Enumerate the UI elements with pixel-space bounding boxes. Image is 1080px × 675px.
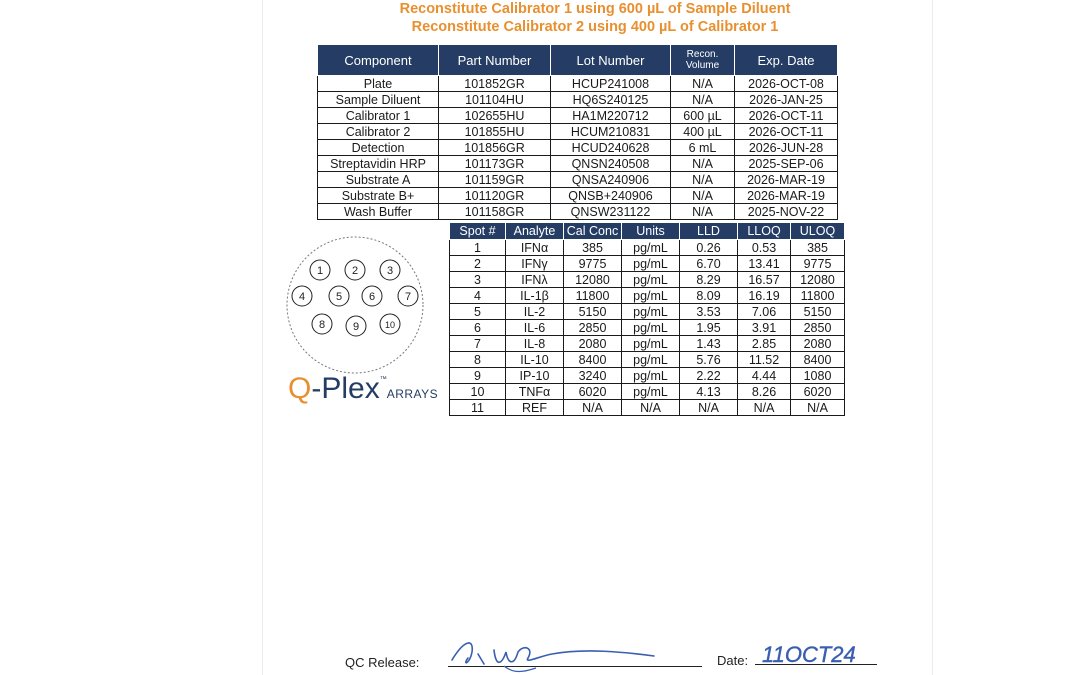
component-cell: 101856GR	[439, 140, 551, 156]
spot-cell: 5150	[791, 304, 845, 320]
component-col-header: Exp. Date	[735, 45, 838, 76]
component-cell: HCUP241008	[551, 76, 671, 92]
component-row	[318, 204, 838, 220]
spot-cell: 4.13	[680, 384, 738, 400]
spot-cell: 11.52	[738, 352, 791, 368]
qplex-arrays-logo: Q-Plex™ARRAYS	[288, 372, 439, 405]
spot-cell: N/A	[738, 400, 791, 416]
component-row	[318, 92, 838, 108]
spot-cell: 0.26	[680, 240, 738, 256]
spot-cell: 5	[450, 304, 506, 320]
spot-number-label: 3	[386, 265, 394, 277]
spot-cell: N/A	[791, 400, 845, 416]
spot-cell: 5.76	[680, 352, 738, 368]
component-cell: 6 mL	[671, 140, 735, 156]
component-cell: 2026-MAR-19	[735, 172, 838, 188]
spot-cell: 6020	[791, 384, 845, 400]
spot-cell: N/A	[622, 400, 680, 416]
spot-cell: IL-1β	[506, 288, 564, 304]
component-table	[317, 44, 838, 220]
component-col-header: Recon. Volume	[671, 45, 735, 76]
component-cell: Calibrator 1	[318, 108, 439, 124]
spot-cell: 4.44	[738, 368, 791, 384]
svg-text:11OCT24: 11OCT24	[762, 642, 856, 667]
component-cell: 2026-OCT-08	[735, 76, 838, 92]
spot-cell: 4	[450, 288, 506, 304]
spot-row	[450, 352, 845, 368]
component-col-header: Component	[318, 45, 439, 76]
spot-cell: 1.95	[680, 320, 738, 336]
component-cell: 2025-NOV-22	[735, 204, 838, 220]
component-cell: HCUD240628	[551, 140, 671, 156]
spot-cell: 10	[450, 384, 506, 400]
spot-cell: 0.53	[738, 240, 791, 256]
spot-col-header: Analyte	[506, 223, 564, 240]
spot-cell: 12080	[791, 272, 845, 288]
spot-cell: IFNγ	[506, 256, 564, 272]
handwritten-signature	[444, 630, 684, 675]
component-cell: 2026-JUN-28	[735, 140, 838, 156]
spot-cell: 16.57	[738, 272, 791, 288]
spot-cell: 1080	[791, 368, 845, 384]
spot-cell: 2.85	[738, 336, 791, 352]
spot-number-label: 1	[316, 265, 324, 277]
spot-cell: N/A	[564, 400, 622, 416]
spot-cell: 11800	[564, 288, 622, 304]
spot-cell: 385	[791, 240, 845, 256]
component-cell: 101173GR	[439, 156, 551, 172]
component-cell: 102655HU	[439, 108, 551, 124]
date-label: Date:	[717, 653, 749, 668]
component-col-header: Lot Number	[551, 45, 671, 76]
spot-cell: 8400	[791, 352, 845, 368]
component-cell: N/A	[671, 92, 735, 108]
spot-cell: IL-8	[506, 336, 564, 352]
component-row	[318, 124, 838, 140]
component-row	[318, 76, 838, 92]
analyte-spot-table	[449, 222, 845, 416]
spot-cell: pg/mL	[622, 272, 680, 288]
spot-cell: IFNα	[506, 240, 564, 256]
component-cell: 101120GR	[439, 188, 551, 204]
spot-cell: 11	[450, 400, 506, 416]
spot-cell: 3	[450, 272, 506, 288]
handwritten-date	[760, 638, 870, 668]
spot-cell: 9775	[564, 256, 622, 272]
component-row	[318, 140, 838, 156]
spot-number-label: 6	[368, 291, 376, 303]
component-cell: 101159GR	[439, 172, 551, 188]
spot-cell: TNFα	[506, 384, 564, 400]
spot-number-label: 5	[335, 291, 343, 303]
component-cell: N/A	[671, 76, 735, 92]
component-cell: Detection	[318, 140, 439, 156]
spot-number-label: 4	[298, 291, 306, 303]
component-col-header: Part Number	[439, 45, 551, 76]
spot-col-header: LLD	[680, 223, 738, 240]
component-cell: 2026-OCT-11	[735, 124, 838, 140]
spot-cell: pg/mL	[622, 352, 680, 368]
spot-col-header: ULOQ	[791, 223, 845, 240]
spot-row	[450, 272, 845, 288]
spot-row	[450, 304, 845, 320]
spot-row	[450, 336, 845, 352]
spot-cell: 8400	[564, 352, 622, 368]
component-cell: Calibrator 2	[318, 124, 439, 140]
instruction-line-1: Reconstitute Calibrator 1 using 600 µL of Sample Diluent	[399, 1, 791, 17]
spot-cell: 7	[450, 336, 506, 352]
component-cell: N/A	[671, 172, 735, 188]
spot-cell: 6020	[564, 384, 622, 400]
spot-row	[450, 320, 845, 336]
component-table-header	[318, 45, 838, 76]
component-cell: N/A	[671, 204, 735, 220]
spot-number-label: 2	[351, 265, 359, 277]
component-cell: 2026-MAR-19	[735, 188, 838, 204]
component-cell: 101158GR	[439, 204, 551, 220]
spot-row	[450, 240, 845, 256]
spot-number-label: 8	[318, 319, 326, 331]
component-cell: Substrate A	[318, 172, 439, 188]
spot-cell: REF	[506, 400, 564, 416]
spot-cell: N/A	[680, 400, 738, 416]
spot-cell: pg/mL	[622, 384, 680, 400]
component-cell: N/A	[671, 156, 735, 172]
spot-col-header: LLOQ	[738, 223, 791, 240]
spot-cell: pg/mL	[622, 240, 680, 256]
spot-cell: 6.70	[680, 256, 738, 272]
component-cell: HQ6S240125	[551, 92, 671, 108]
spot-cell: 8.09	[680, 288, 738, 304]
spot-row	[450, 288, 845, 304]
component-cell: Streptavidin HRP	[318, 156, 439, 172]
spot-cell: 8	[450, 352, 506, 368]
component-cell: 2026-JAN-25	[735, 92, 838, 108]
spot-table-header	[450, 223, 845, 240]
spot-cell: 8.26	[738, 384, 791, 400]
spot-cell: 11800	[791, 288, 845, 304]
component-cell: 101852GR	[439, 76, 551, 92]
component-cell: Substrate B+	[318, 188, 439, 204]
component-cell: QNSN240508	[551, 156, 671, 172]
spot-number-label: 9	[352, 321, 360, 333]
spot-cell: IL-2	[506, 304, 564, 320]
spot-cell: 6	[450, 320, 506, 336]
spot-cell: 16.19	[738, 288, 791, 304]
spot-cell: IP-10	[506, 368, 564, 384]
component-cell: QNSW231122	[551, 204, 671, 220]
component-cell: HCUM210831	[551, 124, 671, 140]
component-cell: 400 µL	[671, 124, 735, 140]
component-row	[318, 188, 838, 204]
spot-cell: 3.53	[680, 304, 738, 320]
spot-number-label: 10	[384, 320, 396, 330]
spot-cell: pg/mL	[622, 368, 680, 384]
component-cell: 101104HU	[439, 92, 551, 108]
spot-number-label: 7	[404, 291, 412, 303]
spot-cell: 9	[450, 368, 506, 384]
spot-col-header: Cal Conc	[564, 223, 622, 240]
instruction-line-2: Reconstitute Calibrator 2 using 400 µL of Calibrator 1	[411, 19, 779, 35]
component-cell: QNSB+240906	[551, 188, 671, 204]
spot-cell: 2850	[564, 320, 622, 336]
spot-row	[450, 368, 845, 384]
spot-cell: IFNλ	[506, 272, 564, 288]
spot-row	[450, 256, 845, 272]
spot-col-header: Units	[622, 223, 680, 240]
spot-cell: pg/mL	[622, 336, 680, 352]
component-cell: Plate	[318, 76, 439, 92]
spot-cell: 3240	[564, 368, 622, 384]
spot-cell: 7.06	[738, 304, 791, 320]
spot-cell: 2.22	[680, 368, 738, 384]
spot-cell: 13.41	[738, 256, 791, 272]
component-cell: HA1M220712	[551, 108, 671, 124]
spot-cell: 9775	[791, 256, 845, 272]
component-cell: QNSA240906	[551, 172, 671, 188]
component-cell: Wash Buffer	[318, 204, 439, 220]
spot-cell: 3.91	[738, 320, 791, 336]
well-spot-diagram	[284, 234, 426, 376]
spot-cell: IL-10	[506, 352, 564, 368]
component-cell: 101855HU	[439, 124, 551, 140]
instructions-header	[300, 0, 890, 36]
component-cell: N/A	[671, 188, 735, 204]
component-row	[318, 156, 838, 172]
spot-cell: 2080	[791, 336, 845, 352]
spot-cell: IL-6	[506, 320, 564, 336]
spot-cell: pg/mL	[622, 288, 680, 304]
spot-cell: pg/mL	[622, 256, 680, 272]
component-cell: 2025-SEP-06	[735, 156, 838, 172]
spot-row	[450, 400, 845, 416]
component-row	[318, 172, 838, 188]
spot-cell: 12080	[564, 272, 622, 288]
spot-row	[450, 384, 845, 400]
qc-release-label: QC Release:	[345, 655, 420, 670]
spot-cell: 1.43	[680, 336, 738, 352]
spot-cell: 2	[450, 256, 506, 272]
component-cell: 600 µL	[671, 108, 735, 124]
spot-cell: pg/mL	[622, 320, 680, 336]
page-edge-left	[262, 0, 263, 675]
spot-cell: pg/mL	[622, 304, 680, 320]
spot-cell: 385	[564, 240, 622, 256]
spot-cell: 1	[450, 240, 506, 256]
page-edge-right	[932, 0, 933, 675]
component-cell: 2026-OCT-11	[735, 108, 838, 124]
spot-cell: 8.29	[680, 272, 738, 288]
component-row	[318, 108, 838, 124]
component-cell: Sample Diluent	[318, 92, 439, 108]
spot-col-header: Spot #	[450, 223, 506, 240]
spot-cell: 5150	[564, 304, 622, 320]
spot-cell: 2080	[564, 336, 622, 352]
spot-cell: 2850	[791, 320, 845, 336]
